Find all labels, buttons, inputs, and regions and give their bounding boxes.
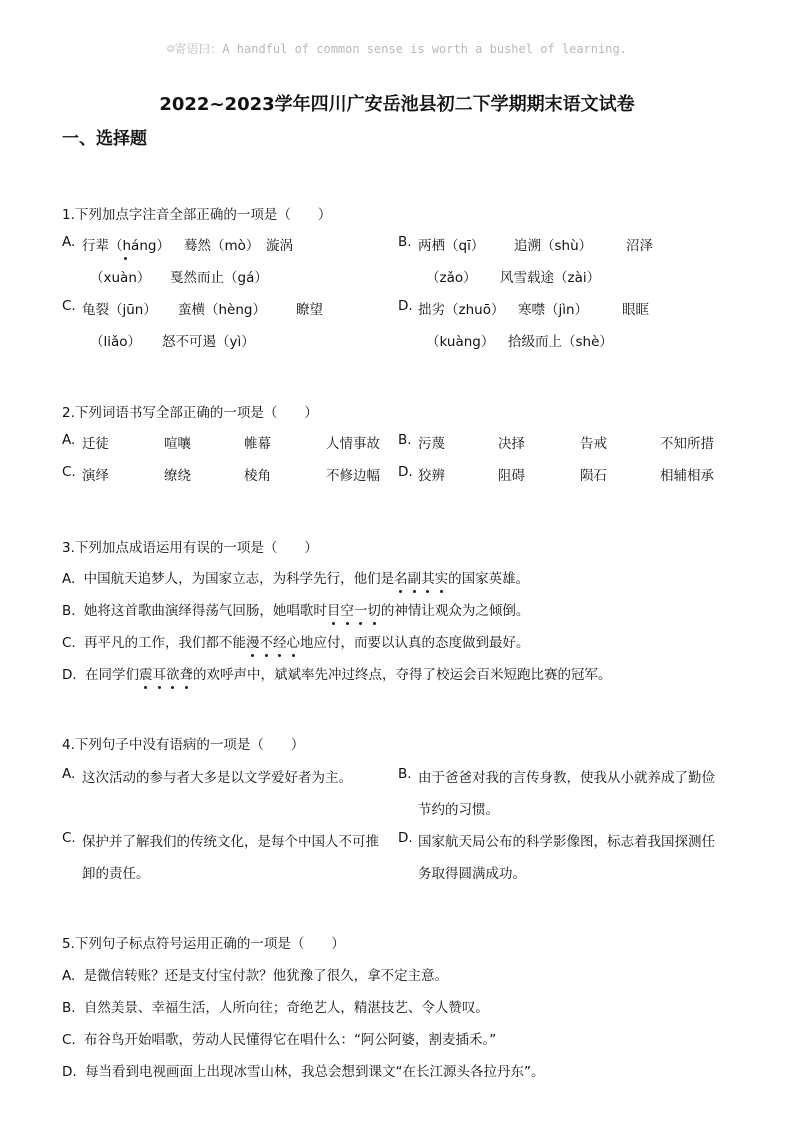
q2-option-b-word: 决择 xyxy=(498,436,525,452)
option-label: C. xyxy=(62,1032,76,1048)
q2-option-a-word: 人情事故 xyxy=(326,436,380,452)
q4-option-d-line1: 国家航天局公布的科学影像图，标志着我国探测任 xyxy=(418,834,715,850)
q4-option-c-line1: 保护并了解我们的传统文化，是每个中国人不可推 xyxy=(82,834,379,850)
q4-option-c-label: C. xyxy=(62,830,76,846)
option-label: D. xyxy=(62,667,77,683)
q1-option-d-word2: 寒噤（jìn） xyxy=(518,302,589,318)
question-5-stem: 5.下列句子标点符号运用正确的一项是（ ） xyxy=(62,936,345,952)
q2-option-b-word: 告戒 xyxy=(580,436,607,452)
q1-option-c-word3: 瞭望 xyxy=(296,302,323,318)
q5-option-c xyxy=(62,1028,496,1048)
q4-option-b-line2: 节约的习惯。 xyxy=(418,802,499,818)
question-1-stem: 1.下列加点字注音全部正确的一项是（ ） xyxy=(62,207,332,223)
q2-option-b-label: B. xyxy=(398,432,412,448)
q3-option-a xyxy=(62,567,529,587)
option-label: A. xyxy=(62,571,76,587)
q2-option-c-word: 不修边幅 xyxy=(326,468,380,484)
question-3-stem: 3.下列加点成语运用有误的一项是（ ） xyxy=(62,540,318,556)
q1-option-a-word3: 漩涡 xyxy=(266,238,293,254)
q1-option-b-word1: 两栖（qī） xyxy=(418,238,485,254)
dotted-idiom: 目空一切 xyxy=(327,603,381,619)
q2-option-c-word: 缭绕 xyxy=(164,468,191,484)
option-text-post: 地应付，而要以认真的态度做到最好。 xyxy=(300,635,530,651)
q5-option-d xyxy=(62,1060,544,1080)
option-label: C. xyxy=(62,635,76,651)
section-heading: 一、选择题 xyxy=(62,129,147,149)
q4-option-a-text: 这次活动的参与者大多是以文学爱好者为主。 xyxy=(82,770,352,786)
q1-option-a-label: A. xyxy=(62,234,76,250)
q1-option-b-word4: （zǎo） xyxy=(426,270,477,286)
q2-option-b-word: 不知所措 xyxy=(660,436,714,452)
q2-option-d-word: 狡辨 xyxy=(418,468,445,484)
q5-option-a xyxy=(62,964,448,984)
q1-option-d-word1: 拙劣（zhuō） xyxy=(418,302,505,318)
q2-option-a-word: 喧嚷 xyxy=(164,436,191,452)
option-text: 是微信转账？还是支付宝付款？他犹豫了很久，拿不定主意。 xyxy=(83,968,449,984)
q1-option-d-word5: 拾级而上（shè） xyxy=(508,334,613,350)
option-label: D. xyxy=(62,1064,77,1080)
q1-option-c-word2: 蛮横（hèng） xyxy=(178,302,266,318)
q2-option-c-word: 棱角 xyxy=(244,468,271,484)
q2-option-c-label: C. xyxy=(62,464,76,480)
q1-option-b-word3: 沼泽 xyxy=(626,238,653,254)
option-text: 每当看到电视画面上出现冰雪山林，我总会想到课文“在长江源头各拉丹东”。 xyxy=(84,1064,545,1080)
question-2-stem: 2.下列词语书写全部正确的一项是（ ） xyxy=(62,405,318,421)
q2-option-d-word: 相辅相承 xyxy=(660,468,714,484)
q4-option-c-line2: 卸的责任。 xyxy=(82,866,150,882)
page-title: 2022~2023学年四川广安岳池县初二下学期期末语文试卷 xyxy=(159,94,635,115)
q4-option-b-label: B. xyxy=(398,766,412,782)
q1-option-b-word2: 追溯（shù） xyxy=(514,238,593,254)
q2-option-d-word: 陨石 xyxy=(580,468,607,484)
option-text: 自然美景、幸福生活，人所向往；奇绝艺人，精湛技艺、令人赞叹。 xyxy=(83,1000,489,1016)
option-label: B. xyxy=(62,603,76,619)
q1-option-d-word4: （kuàng） xyxy=(426,334,495,350)
q1-option-c-word1: 龟裂（jūn） xyxy=(82,302,157,318)
q2-option-d-word: 阻碍 xyxy=(498,468,525,484)
q4-option-d-label: D. xyxy=(398,830,413,846)
option-text-post: 的神情让观众为之倾倒。 xyxy=(380,603,530,619)
option-text-pre: 中国航天追梦人，为国家立志，为科学先行，他们是 xyxy=(83,571,395,587)
q1-option-c-word5: 怒不可遏（yì） xyxy=(162,334,255,350)
q1-option-a-word5: 戛然而止（gá） xyxy=(170,270,268,286)
q2-option-a-word: 迁徒 xyxy=(82,436,109,452)
dotted-idiom: 名副其实 xyxy=(394,571,448,587)
option-text: 布谷鸟开始唱歌，劳动人民懂得它在唱什么：“阿公阿婆，割麦插禾。” xyxy=(84,1032,497,1048)
q1-option-c-label: C. xyxy=(62,298,76,314)
option-label: A. xyxy=(62,968,76,984)
question-4-stem: 4.下列句子中没有语病的一项是（ ） xyxy=(62,737,305,753)
option-text-pre: 她将这首歌曲演绎得荡气回肠，她唱歌时 xyxy=(83,603,327,619)
q2-option-a-label: A. xyxy=(62,432,76,448)
q1-option-a-word4: （xuàn） xyxy=(90,270,151,286)
q3-option-d xyxy=(62,663,611,683)
q3-option-c xyxy=(62,631,530,651)
q4-option-a-label: A. xyxy=(62,766,76,782)
q1-option-a-word1: 行辈（háng） xyxy=(82,234,170,254)
q2-option-c-word: 演绎 xyxy=(82,468,109,484)
dotted-idiom: 震耳欲聋 xyxy=(139,667,193,683)
option-text-pre: 在同学们 xyxy=(84,667,139,683)
q1-option-d-label: D. xyxy=(398,298,413,314)
q2-option-d-label: D. xyxy=(398,464,413,480)
q2-option-b-word: 污蔑 xyxy=(418,436,445,452)
q1-option-a-word2: 蓦然（mò） xyxy=(184,238,260,254)
option-text-pre: 再平凡的工作，我们都不能 xyxy=(84,635,247,651)
dotted-idiom: 漫不经心 xyxy=(246,635,300,651)
q2-option-a-word: 帷幕 xyxy=(244,436,271,452)
q1-option-b-label: B. xyxy=(398,234,412,250)
q4-option-b-line1: 由于爸爸对我的言传身教，使我从小就养成了勤俭 xyxy=(418,770,715,786)
q1-option-d-word3: 眼眶 xyxy=(622,302,649,318)
q5-option-b xyxy=(62,996,489,1016)
option-text-post: 的欢呼声中，斌斌率先冲过终点，夺得了校运会百米短跑比赛的冠军。 xyxy=(192,667,612,683)
q4-option-d-line2: 务取得圆满成功。 xyxy=(418,866,526,882)
motto-watermark: ☺寄语曰：A handful of common sense is worth a bushel of learning. xyxy=(167,42,627,56)
option-label: B. xyxy=(62,1000,76,1016)
q1-option-b-word5: 风雪载途（zài） xyxy=(500,270,601,286)
option-text-post: 的国家英雄。 xyxy=(448,571,530,587)
q1-option-c-word4: （liǎo） xyxy=(90,334,142,350)
q3-option-b xyxy=(62,599,529,619)
